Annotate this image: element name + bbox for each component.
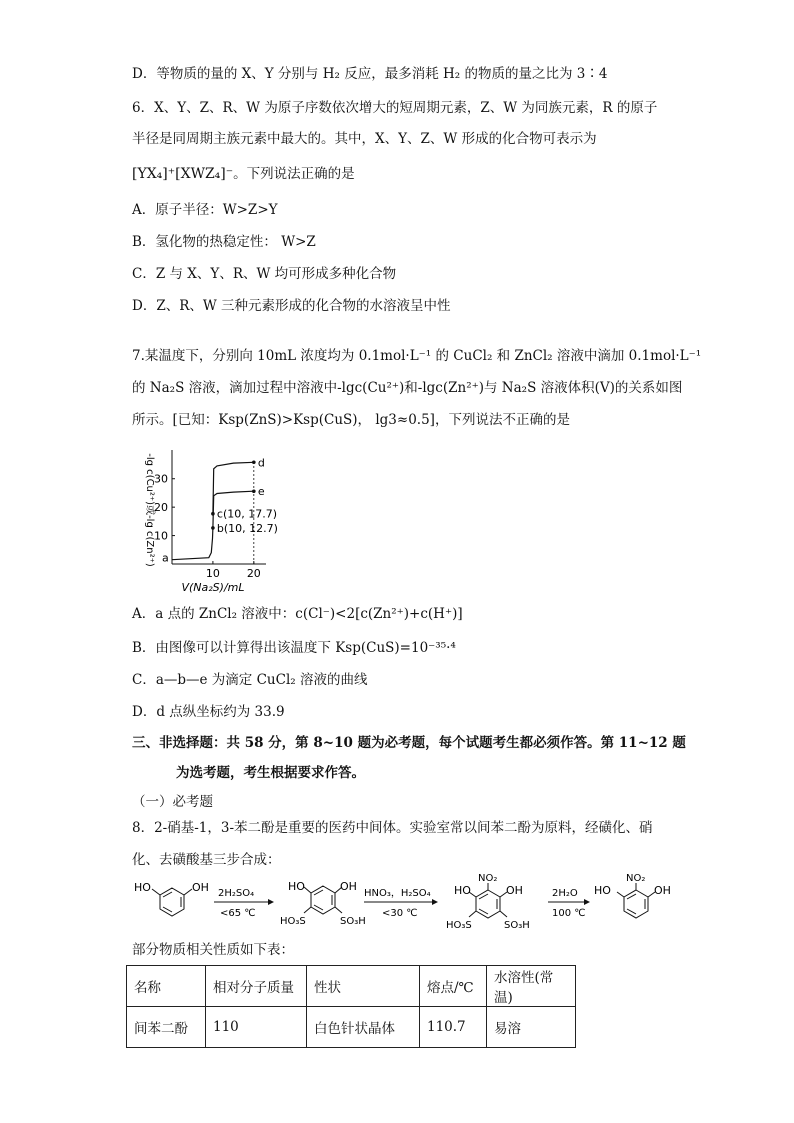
intermediate1-ho-label: HO — [288, 880, 305, 893]
data-point — [252, 460, 256, 464]
q6-option-c: C．Z 与 X、Y、R、W 均可形成多种化合物 — [132, 266, 397, 282]
point-label: c(10, 17.7) — [216, 507, 278, 521]
arrowhead-3 — [584, 899, 590, 905]
point-label: b(10, 12.7) — [216, 521, 278, 535]
q7-option-a: A．a 点的 ZnCl₂ 溶液中：c(Cl⁻)<2[c(Zn²⁺)+c(H⁺)] — [132, 606, 463, 622]
q6-stem-line2: 半径是同周期主族元素中最大的。其中，X、Y、Z、W 形成的化合物可表示为 — [132, 131, 597, 147]
table-header-cell: 名称 — [127, 966, 206, 1007]
table-header-cell: 性状 — [307, 966, 420, 1007]
step2-reagent: HNO₃，H₂SO₄ — [364, 888, 431, 899]
product-no2-label: NO₂ — [626, 873, 646, 884]
intermediate2-oh-label: OH — [506, 884, 523, 897]
q7-stem-line2: 的 Na₂S 溶液，滴加过程中溶液中-lgc(Cu²⁺)和-lgc(Zn²⁺)与 Na₂S 溶液体积(V)的关系如图 — [132, 380, 683, 396]
data-point — [252, 489, 256, 493]
chart-plot-area — [144, 450, 278, 594]
point-label: a — [162, 551, 169, 565]
nitrated-intermediate-structure — [469, 883, 507, 918]
subsection-required: （一）必考题 — [132, 794, 213, 810]
q8-stem-line1: 8．2-硝基-1，3-苯二酚是重要的医药中间体。实验室常以间苯二酚为原料，经磺化、硝 — [132, 820, 653, 836]
point-label: d — [257, 456, 265, 470]
y-tick-label: 10 — [154, 529, 168, 543]
y-tick-label: 30 — [154, 472, 168, 486]
q7-option-c: C．a—b—e 为滴定 CuCl₂ 溶液的曲线 — [132, 672, 368, 688]
table-cell: 110 — [206, 1007, 307, 1048]
table-header-row — [127, 966, 576, 1007]
point-label: e — [257, 485, 265, 499]
section3-heading-line1: 三、非选择题：共 58 分，第 8~10 题为必考题，每个试题考生都必须作答。第 11~12 题 — [132, 735, 686, 751]
y-tick-label: 20 — [154, 501, 168, 515]
q7-stem-line1: 7.某温度下，分别向 10mL 浓度均为 0.1mol·L⁻¹ 的 CuCl₂ 和 ZnCl₂ 溶液中滴加 0.1mol·L⁻¹ — [132, 348, 702, 364]
data-point — [211, 512, 215, 516]
table-header-cell: 水溶性(常温) — [487, 966, 576, 1007]
table-row — [127, 1007, 576, 1048]
product-oh-label: OH — [654, 884, 671, 897]
step3-condition: 100 ℃ — [552, 908, 586, 919]
intermediate1-hso3-label: HO₃S — [280, 916, 306, 927]
properties-table — [126, 965, 576, 1048]
step1-reagent: 2H₂SO₄ — [218, 888, 255, 899]
resorcinol-structure — [152, 888, 192, 916]
q6-formula-tail: 。下列说法正确的是 — [233, 166, 355, 182]
step3-reagent: 2H₂O — [552, 888, 578, 899]
table-header-cell: 熔点/℃ — [420, 966, 487, 1007]
q6-option-d: D．Z、R、W 三种元素形成的化合物的水溶液呈中性 — [132, 298, 451, 314]
section3-heading-line2: 为选考题，考生根据要求作答。 — [176, 765, 365, 781]
q6-formula-line — [132, 164, 355, 184]
table-cell: 110.7 — [420, 1007, 487, 1048]
x-tick-label: 20 — [246, 567, 261, 580]
arrowhead-1 — [268, 899, 274, 905]
x-tick-label: 10 — [205, 567, 220, 580]
q8-stem-line2: 化、去磺酸基三步合成： — [132, 852, 281, 868]
q6-formula: [YX₄]⁺[XWZ₄]⁻ — [132, 166, 234, 182]
table-header-cell: 相对分子质量 — [206, 966, 307, 1007]
q7-titration-chart — [138, 446, 288, 596]
q6-option-a: A．原子半径：W>Z>Y — [132, 202, 278, 218]
y-axis-label: -lg c(Cu²⁺)或-lg c(Zn²⁺) — [144, 453, 155, 567]
table-cell: 间苯二酚 — [127, 1007, 206, 1048]
x-axis-label: V(Na₂S)/mL — [181, 581, 245, 594]
product-ho-label: HO — [594, 884, 611, 897]
q7-stem-line3: 所示。[已知：Ksp(ZnS)>Ksp(CuS)， lg3≈0.5]，下列说法不正确的是 — [132, 412, 570, 428]
intermediate1-oh-label: OH — [340, 880, 357, 893]
resorcinol-oh-label: OH — [192, 881, 209, 894]
q7-option-d: D．d 点纵坐标约为 33.9 — [132, 704, 285, 720]
q6-stem-line1: 6．X、Y、Z、R、W 为原子序数依次增大的短周期元素，Z、W 为同族元素，R 的原子 — [132, 100, 658, 116]
q5-option-d: D．等物质的量的 X、Y 分别与 H₂ 反应，最多消耗 H₂ 的物质的量之比为 3∶4 — [132, 66, 608, 82]
q6-option-b: B．氢化物的热稳定性： W>Z — [132, 234, 316, 250]
intermediate2-hso3-label: HO₃S — [446, 920, 472, 931]
intermediate2-no2-label: NO₂ — [478, 873, 498, 884]
q7-option-b: B．由图像可以计算得出该温度下 Ksp(CuS)=10⁻³⁵·⁴ — [132, 640, 456, 656]
product-structure — [617, 883, 655, 918]
q8-table-intro: 部分物质相关性质如下表： — [132, 942, 294, 958]
step2-condition: <30 ℃ — [382, 908, 418, 919]
arrowhead-2 — [432, 899, 438, 905]
data-point — [211, 526, 215, 530]
resorcinol-ho-label: HO — [134, 881, 151, 894]
intermediate1-so3h-label: SO₃H — [340, 916, 366, 927]
series-line-1 — [213, 462, 254, 513]
step1-condition: <65 ℃ — [220, 908, 256, 919]
q8-synthesis-scheme — [128, 872, 673, 934]
table-cell: 白色针状晶体 — [307, 1007, 420, 1048]
sulfonated-intermediate-structure — [304, 886, 342, 914]
intermediate2-so3h-label: SO₃H — [504, 920, 530, 931]
table-cell: 易溶 — [487, 1007, 576, 1048]
intermediate2-ho-label: HO — [454, 884, 471, 897]
